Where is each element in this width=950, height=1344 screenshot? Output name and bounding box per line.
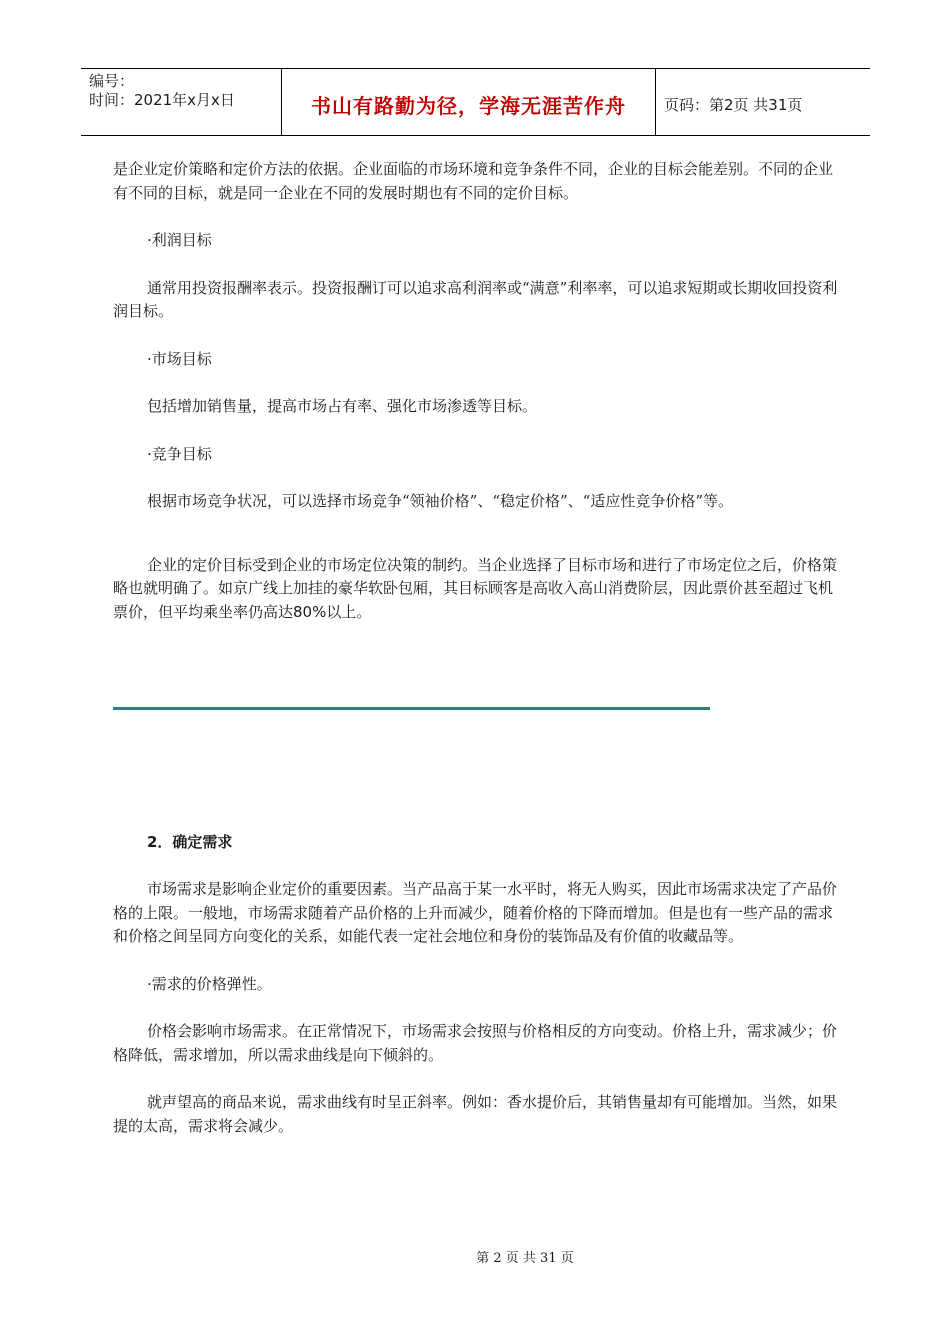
percentage-value: 80% <box>293 602 327 621</box>
paragraph: 价格会影响市场需求。在正常情况下，市场需求会按照与价格相反的方向变动。价格上升，需求减少；价格降低，需求增加，所以需求曲线是向下倾斜的。 <box>113 1022 838 1064</box>
paragraph: 市场需求是影响企业定价的重要因素。当产品高于某一水平时，将无人购买，因此市场需求决定了产品价格的上限。一般地，市场需求随着产品价格的上升而减少，随着价格的下降而增加。但是也有一些产品的需求和价格之间呈同方向变化的关系，如能代表一定社会地位和身份的装饰品及有价值的收藏品等。 <box>113 880 838 945</box>
paragraph: 就声望高的商品来说，需求曲线有时呈正斜率。例如：香水提价后，其销售量却有可能增加。当然，如果提的太高，需求将会减少。 <box>113 1093 838 1135</box>
section-divider <box>113 707 710 710</box>
paragraph-text-end: 以上。 <box>326 602 372 621</box>
bullet-market-target: ·市场目标 <box>147 349 212 368</box>
paragraph: 根据市场竞争状况，可以选择市场竞争“领袖价格”、“稳定价格”、“适应性竞争价格”等。 <box>147 492 734 510</box>
bullet-price-elasticity: ·需求的价格弹性。 <box>147 974 272 993</box>
paragraph: 是企业定价策略和定价方法的依据。企业面临的市场环境和竞争条件不同，企业的目标会能差别。不同的企业有不同的目标，就是同一企业在不同的发展时期也有不同的定价目标。 <box>113 160 834 202</box>
bullet-competition-target: ·竞争目标 <box>147 444 212 463</box>
header-motto: 书山有路勤为径，学海无涯苦作舟 <box>282 69 656 135</box>
code-label: 编号： <box>89 72 135 90</box>
paragraph <box>113 554 843 625</box>
bullet-profit-target: ·利润目标 <box>147 231 212 249</box>
paragraph-text: 企业的定价目标受到企业的市场定位决策的制约。当企业选择了目标市场和进行了市场定位之后，价格策略也就明确了。如京广线上加挂的豪华软卧包厢，其目标顾客是高收入高山消费阶层，因此票价甚至超过飞机票价，但平均乘坐率仍高达 <box>113 555 838 621</box>
page-header <box>81 68 870 136</box>
page-footer: 第 2 页 共 31 页 <box>476 1251 574 1266</box>
body-section-1 <box>113 158 843 624</box>
paragraph: 包括增加销售量，提高市场占有率、强化市场渗透等目标。 <box>147 397 538 415</box>
time-label: 时间：2021年x月x日 <box>89 91 235 109</box>
body-section-2 <box>113 878 843 1138</box>
section-title: 2．确定需求 <box>147 833 233 851</box>
header-meta <box>81 69 282 135</box>
paragraph: 通常用投资报酬率表示。投资报酬订可以追求高利润率或“满意”利率率，可以追求短期或长期收回投资利润目标。 <box>113 278 838 320</box>
header-page-info: 页码：第2页 共31页 <box>664 95 803 114</box>
